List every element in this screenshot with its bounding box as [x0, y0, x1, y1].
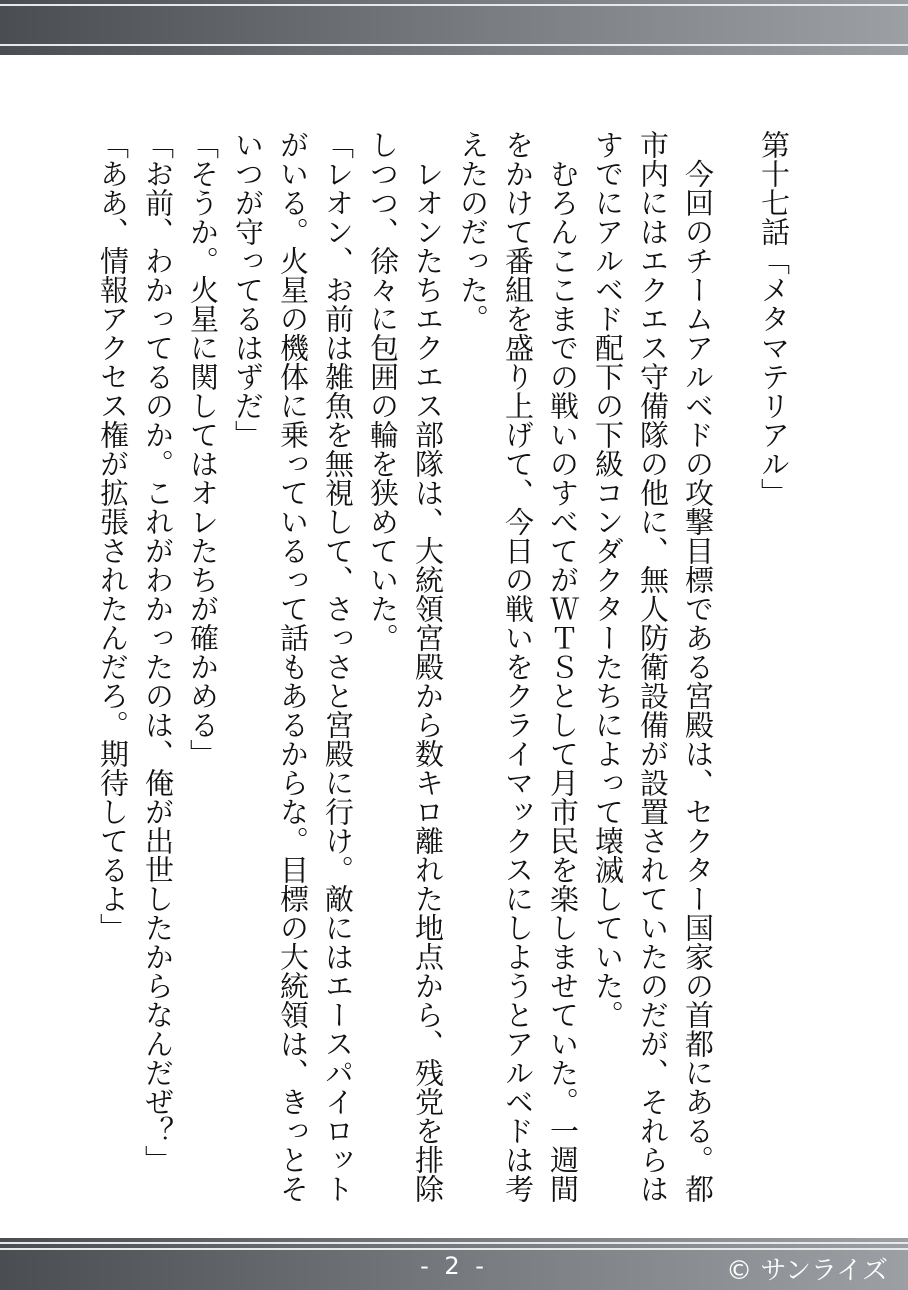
copyright-notice: © サンライズ [726, 1256, 888, 1286]
chapter-title: 第十七話「メタマテリアル」 [757, 130, 791, 507]
dialogue-line: 「そうか。火星に関してはオレたちが確かめる」 [186, 130, 220, 768]
header-band [0, 0, 908, 55]
header-rule-top [0, 4, 908, 6]
page-number: - 2 - [420, 1252, 488, 1280]
dialogue-line: 「お前、わかってるのか。これがわかったのは、俺が出世したからなんだぜ？」 [141, 130, 175, 1174]
dialogue-line: 「レオン、お前は雑魚を無視して、さっさと宮殿に行け。敵にはエースパイロットがいる。火星の機体に乗っているって話もあるからな。目標の大統領は、きっとそいつが守ってるはずだ」 [231, 130, 355, 1203]
paragraph: レオンたちエクエス部隊は、大統領宮殿から数キロ離れた地点から、残党を排除しつつ、徐々に包囲の輪を狭めていた。 [366, 130, 445, 1203]
dialogue-line: 「ああ、情報アクセス権が拡張されたんだろ。期待してるよ」 [96, 130, 130, 942]
paragraph: 今回のチームアルベドの攻撃目標である宮殿は、セクター国家の首都にある。都市内にはエクエス守備隊の他に、無人防衛設備が設置されていたのだが、それらはすでにアルベド配下の下級コンダクターたちによって壊滅していた。 [591, 130, 715, 1203]
footer-rule-top [0, 1242, 908, 1244]
paragraph: むろんここまでの戦いのすべてがＷＴＳとして月市民を楽しませていた。一週間をかけて番組を盛り上げて、今日の戦いをクライマックスにしようとアルベドは考えたのだった。 [456, 130, 580, 1203]
story-body [96, 130, 796, 1220]
header-rule-bottom [0, 44, 908, 46]
